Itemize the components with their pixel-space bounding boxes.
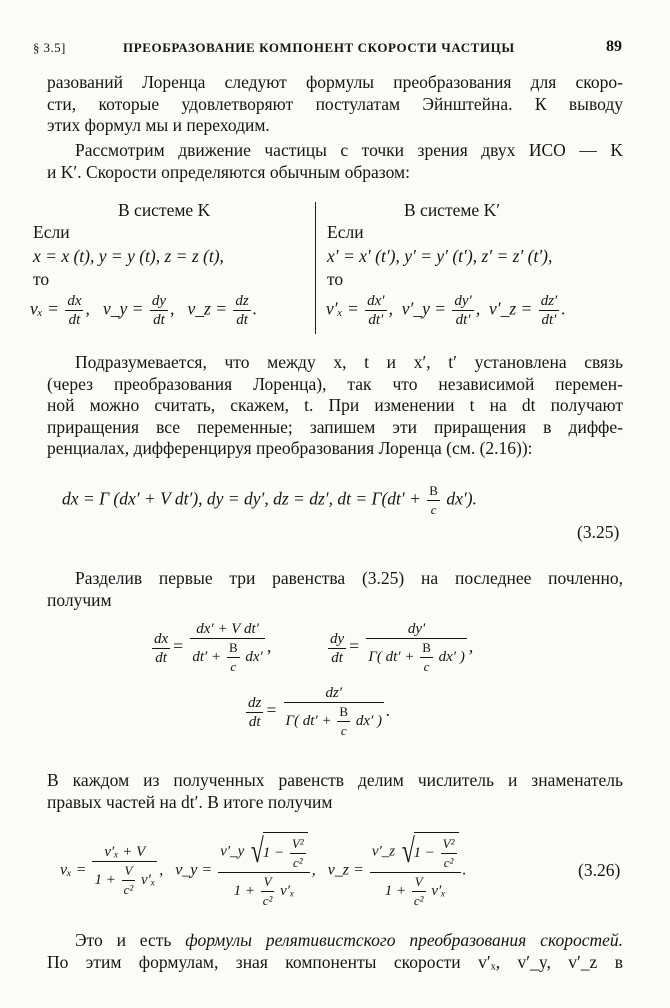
fraction: [218, 832, 310, 910]
numerator: dy: [330, 630, 345, 647]
text-line: ной можно считать, скажем, t. При изменении t на dt получают: [47, 395, 623, 415]
equation-number: (3.26): [578, 860, 621, 880]
text-line: правых частей на dt′. В итоге получим: [47, 791, 333, 812]
paragraph-conclusion: [47, 930, 623, 973]
numerator: dy′: [366, 620, 466, 639]
fraction: [150, 292, 168, 329]
paragraph-result: [47, 770, 623, 813]
denominator: dt: [331, 649, 343, 666]
vz-symbol: v_z =: [327, 861, 364, 879]
fraction: [246, 694, 263, 731]
denominator: [284, 703, 384, 740]
denominator: c: [230, 659, 237, 674]
denominator: dt′: [541, 312, 557, 328]
fraction: [366, 620, 466, 676]
denominator: c: [430, 502, 437, 517]
numerator: B: [427, 482, 440, 501]
text-line: этих формул мы и переходим.: [47, 115, 270, 135]
numerator: V²: [441, 835, 457, 854]
num-part: v′_z: [371, 843, 396, 860]
text-line: (через преобразования Лоренца), так что независимой перемен-: [47, 373, 623, 394]
fraction-v-over-c2: [261, 873, 275, 910]
numerator: V: [261, 873, 275, 892]
numerator: dz: [248, 694, 262, 711]
numerator: dz: [235, 293, 249, 309]
paragraph-systems: [47, 140, 623, 183]
denominator: [190, 639, 264, 676]
numerator: [218, 832, 310, 873]
running-title: ПРЕОБРАЗОВАНИЕ КОМПОНЕНТ СКОРОСТИ ЧАСТИЦЫ: [123, 40, 515, 55]
numerator: v′ₓ + V: [92, 843, 157, 862]
den-part: 1 +: [94, 871, 116, 888]
numerator: dy: [151, 293, 166, 309]
text-line: разований Лоренца следуют формулы преобразования для скоро-: [47, 72, 623, 92]
numerator: dx′: [367, 293, 385, 309]
fraction: [365, 292, 386, 329]
page-number: 89: [606, 38, 622, 55]
numerator: B: [227, 639, 240, 658]
vz-prime-symbol: v′_z =: [488, 298, 533, 319]
fraction-v-over-c2: [122, 862, 136, 899]
ratio-dz-dt: $\frac{dz}{dt}$ = dz′ Γ( dt′ + $\frac{B}{c}$ dx′ ) .: [248, 685, 391, 738]
denominator: dt: [153, 312, 165, 328]
denominator: c: [423, 659, 430, 674]
text-line: и K′. Скорости определяются обычным образом:: [47, 161, 410, 182]
emphasized-term: формулы релятивистского преобразования скоростей.: [185, 930, 624, 950]
numerator: [370, 832, 461, 873]
right-then-label: то: [327, 269, 344, 289]
den-part: Γ( dt′ +: [368, 648, 415, 665]
equation-part: dx′).: [446, 488, 477, 509]
text-line: По этим формулам, зная компоненты скорости v′ₓ, v′_y, v′_z в: [47, 951, 623, 972]
column-divider: [315, 202, 316, 334]
text-line: Подразумевается, что между x, t и x′, t′ установлена связь: [75, 352, 623, 372]
ratio-dx-dt: $\frac{dx}{dt}$ = dx′ + V dt′ dt′ + $\frac{B}{c}$ dx′ ,: [154, 621, 272, 674]
right-system-title: В системе K′: [404, 200, 501, 220]
fraction: [233, 292, 250, 329]
denominator: c²: [123, 882, 134, 897]
numerator: B: [420, 639, 433, 658]
denominator: [370, 873, 461, 910]
vy-symbol: v_y =: [175, 861, 213, 879]
denominator: [92, 862, 157, 899]
vx-symbol: vₓ =: [60, 861, 87, 879]
fraction-v2-over-c2: [290, 835, 306, 872]
vx-prime-symbol: v′ₓ =: [326, 298, 359, 319]
left-if-label: Если: [33, 222, 70, 242]
fraction: [284, 684, 384, 740]
den-part: v′ₓ: [141, 871, 156, 888]
numerator: V: [412, 873, 426, 892]
fraction-b-over-c: [427, 482, 440, 519]
equation-3-25: [62, 482, 477, 519]
vz-symbol: v_z =: [187, 298, 228, 319]
denominator: c²: [443, 855, 454, 870]
numerator: dy′: [454, 293, 472, 309]
vx-symbol: vₓ =: [30, 298, 59, 319]
numerator: dx: [67, 293, 82, 309]
text-line: Рассмотрим движение частицы с точки зрения двух ИСО — K: [75, 140, 623, 160]
den-part: 1 +: [233, 882, 255, 899]
section-number: § 3.5]: [33, 40, 66, 55]
den-part: 1 +: [384, 882, 407, 899]
text-part: Это и есть: [75, 930, 186, 950]
den-part: v′ₓ: [431, 882, 446, 899]
text-line: ренциалах, дифференцируя преобразования Лоренца (см. (2.16)):: [47, 438, 533, 458]
fraction-b-over-c: [420, 639, 433, 676]
square-root: [399, 832, 459, 872]
text-line: приращения все переменные; запишем эти приращения в диффе-: [47, 416, 623, 437]
vy-symbol: v_y =: [102, 298, 144, 319]
equation-part: dx = Γ (dx′ + V dt′), dy = dy′, dz = dz′, dt = Γ(dt′ +: [62, 488, 421, 509]
den-part: v′ₓ: [280, 882, 295, 899]
right-coordinates: x′ = x′ (t′), y′ = y′ (t′), z′ = z′ (t′),: [327, 246, 553, 266]
denominator: dt: [155, 649, 167, 666]
denominator: dt: [236, 312, 248, 328]
right-if-label: Если: [327, 222, 364, 242]
intro-paragraph: [47, 72, 623, 137]
fraction-v-over-c2: [412, 873, 426, 910]
fraction: [328, 630, 346, 667]
left-system-title: В системе K: [118, 200, 211, 220]
left-then-label: то: [33, 269, 50, 289]
den-part: Γ( dt′ +: [285, 712, 332, 729]
denominator: c: [340, 723, 347, 738]
radicand: [263, 832, 308, 872]
fraction: [370, 832, 461, 910]
denominator: c²: [262, 893, 273, 908]
den-part: dx′: [245, 648, 263, 665]
right-velocity-definitions: v′ₓ = $\frac{dx'}{dt'}$ , v′_y = $\frac{dy'}{dt'}$ , v′_z = $\frac{dz'}{dt'}$ .: [326, 293, 566, 328]
fraction-b-over-c: [337, 703, 350, 740]
den-part: dx′ ): [438, 648, 465, 665]
ratio-dy-dt: $\frac{dy}{dt}$ = dy′ Γ( dt′ + $\frac{B}{c}$ dx′ ) ,: [330, 621, 474, 674]
fraction: [190, 620, 264, 676]
text-line: Разделив первые три равенства (3.25) на последнее почленно,: [75, 568, 623, 588]
denominator: c²: [413, 893, 424, 908]
radical-sign: √: [250, 833, 264, 870]
radicand-part: 1 −: [413, 844, 435, 861]
vy-prime-symbol: v′_y =: [401, 298, 447, 319]
num-part: v′_y: [220, 843, 245, 860]
numerator: dz′: [540, 293, 558, 309]
fraction-v2-over-c2: [441, 835, 457, 872]
text-line: В каждом из полученных равенств делим числитель и знаменатель: [47, 770, 623, 790]
fraction: [152, 630, 170, 667]
text-line: сти, которые удовлетворяют постулатам Эйнштейна. К выводу: [47, 93, 623, 114]
radicand-part: 1 −: [262, 844, 285, 861]
numerator: dz′: [284, 684, 384, 703]
paragraph-differentials: [47, 352, 623, 460]
equation-3-26: vₓ = v′ₓ + V 1 + $\frac{V}{\text{c²}}$ v′ₓ , v_y = v′_y √1 − $\frac{\text{V²}}{\text{c²}}$ 1 + $\frac{V}{\text{c²}}$ v′ₓ , v_z = v′_z √1 − $\frac{\text{V²}}{\text{c²}}$ 1 + $\frac{V}{\text{c²}}$ v′ₓ .: [60, 833, 467, 908]
equation-number: (3.25): [577, 522, 620, 542]
denominator: dt: [68, 312, 81, 328]
fraction: [539, 292, 560, 329]
fraction-b-over-c: [227, 639, 240, 676]
fraction: [65, 292, 83, 329]
square-root: [248, 832, 308, 872]
denominator: c²: [292, 855, 303, 870]
radical-sign: √: [401, 833, 415, 870]
numerator: V: [122, 862, 136, 881]
numerator: B: [337, 703, 350, 722]
paragraph-division: [47, 568, 623, 611]
denominator: [218, 873, 310, 910]
denominator: dt′: [455, 312, 471, 328]
text-line: [47, 930, 623, 952]
fraction: [92, 843, 157, 899]
numerator: V²: [290, 835, 306, 854]
den-part: dx′ ): [355, 712, 382, 729]
denominator: dt: [248, 713, 261, 730]
text-line: получим: [47, 589, 112, 610]
denominator: [366, 639, 466, 676]
radicand: [414, 832, 459, 872]
numerator: dx′ + V dt′: [190, 620, 264, 639]
left-coordinates: x = x (t), y = y (t), z = z (t),: [33, 246, 224, 266]
denominator: dt′: [368, 312, 384, 328]
fraction: [452, 292, 473, 329]
numerator: dx: [154, 630, 169, 647]
left-velocity-definitions: vₓ = $\frac{dx}{dt}$ , v_y = $\frac{dy}{dt}$ , v_z = $\frac{dz}{dt}$ .: [30, 293, 258, 328]
den-part: dt′ +: [192, 648, 222, 665]
